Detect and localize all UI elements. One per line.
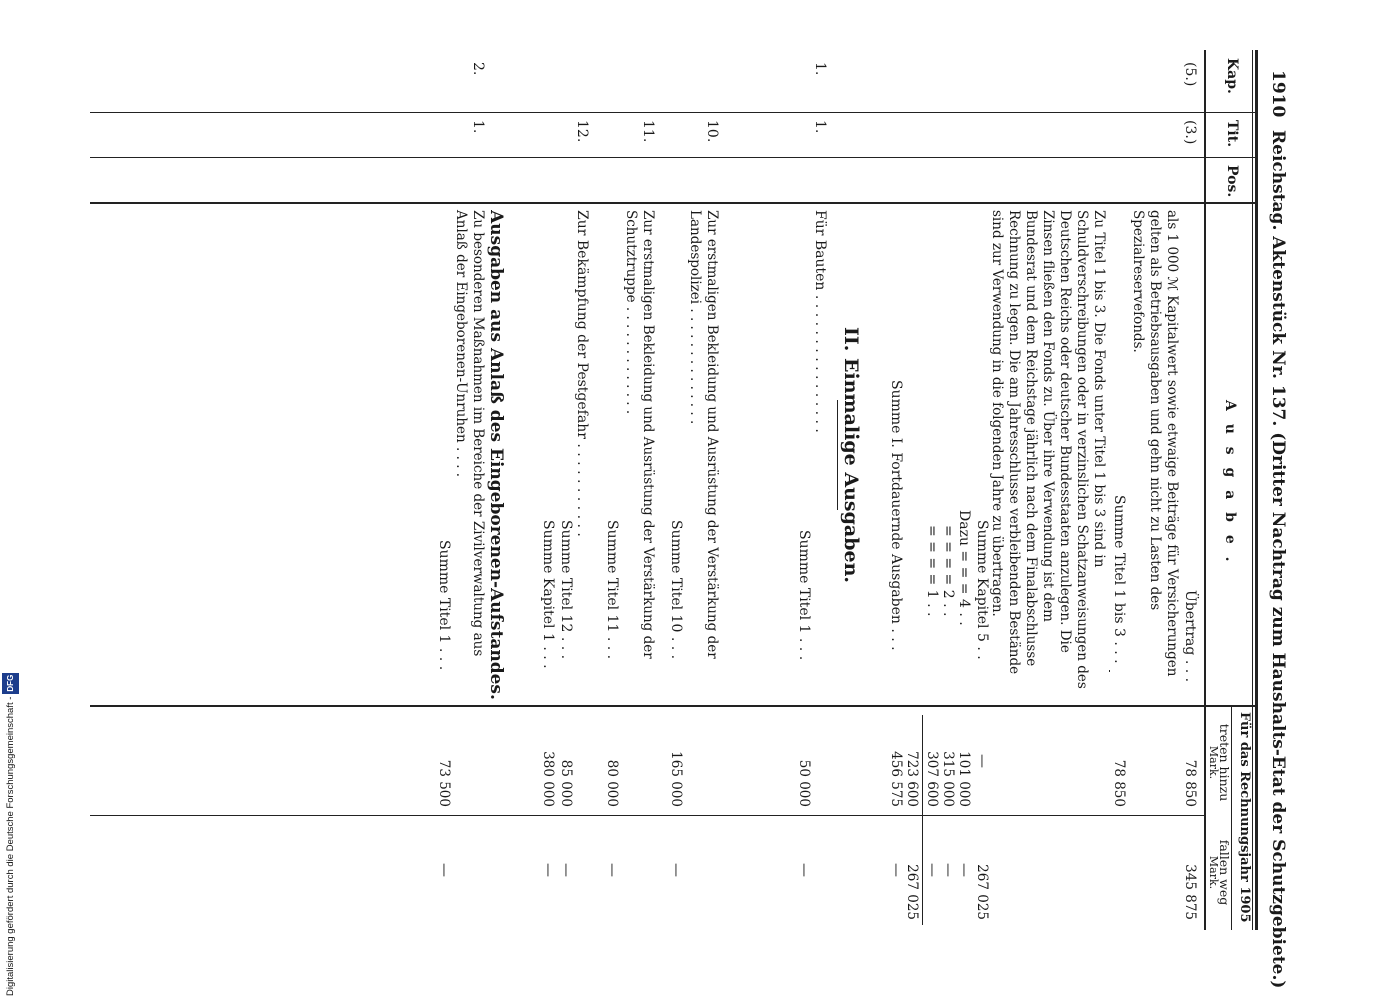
row15-label: Zur Bekämpfung der Pestgefahr . . . . . . . . . . .: [574, 210, 590, 537]
row12-add: 165 000: [668, 751, 684, 807]
row17-add: 380 000: [540, 751, 556, 807]
row8-add: 456 575: [888, 751, 904, 807]
dfg-logo: DFG: [2, 673, 19, 694]
row5-label: = = = = 2 . .: [940, 525, 956, 617]
row9-label: Für Bauten . . . . . . . . . . . . . . . .: [812, 210, 828, 433]
row1-tit: (3.): [1182, 120, 1198, 145]
row10-label: Summe Titel 1 . . .: [796, 530, 812, 661]
row2-add: 78 850: [1111, 759, 1127, 807]
rule-top: [1255, 50, 1258, 930]
row3-add: —: [974, 754, 990, 768]
header-kap: Kap.: [1224, 58, 1240, 94]
header-ausgabe: A u s g a b e .: [1222, 400, 1238, 566]
row1-drop: 345 875: [1182, 864, 1198, 920]
rotated-document: [90, 50, 1290, 989]
row4-label: Dazu = = = 4 . .: [956, 510, 972, 626]
row16-drop: —: [558, 863, 574, 877]
row8-label: Summe I. Fortdauernde Ausgaben . . .: [888, 380, 904, 651]
row1-label: Übertrag . . .: [1182, 590, 1198, 683]
section-underline: [837, 400, 838, 510]
row12-drop: —: [668, 863, 684, 877]
rule-top-thin: [1252, 50, 1253, 930]
col-line-pos: [90, 202, 1255, 204]
col-line-add: [90, 815, 1205, 816]
row18-tit: 1.: [470, 120, 486, 134]
col-line-tit: [90, 157, 1255, 158]
row14-drop: —: [604, 863, 620, 877]
row19-add: 73 500: [436, 759, 452, 807]
rule-header-bottom: [1204, 50, 1206, 930]
header-add: treten hinzu: [1217, 723, 1232, 802]
row5-add: 315 000: [940, 751, 956, 807]
row13-label: Zur erstmaligen Bekleidung und Ausrüstung der Verstärkung der Schutztruppe . . . . . . . . . . . . .: [623, 210, 656, 659]
row14-add: 80 000: [604, 759, 620, 807]
row16-label: Summe Titel 12 . . .: [558, 520, 574, 660]
row17-label: Summe Kapitel 1 . . .: [540, 520, 556, 669]
row18-label: Zu besonderen Maßnahmen im Bereiche der Zivilverwaltung aus Anlaß der Eingeborenen-Unruhen . . . .: [453, 210, 486, 657]
row16-add: 85 000: [558, 759, 574, 807]
row6-label: = = = = 1 . .: [924, 525, 940, 617]
row17-drop: —: [540, 863, 556, 877]
dfg-note-text: Digitalisierung gefördert durch die Deutsche Forschungsgemeinschaft -: [5, 696, 16, 996]
col-line-text: [90, 705, 1255, 707]
paragraph-funds: Zu Titel 1 bis 3. Die Fonds unter Titel 1 bis 3 sind in Schuldverschreibungen oder in verzinslichen Schatzanweisungen des Deutschen Reichs oder deutscher Bundesstaaten anzulegen. Die Zinsen fließen den Fonds zu. Über ihre Verwendung ist dem Bundesrat und dem Reichstage jährlich nach dem Finalabschlusse Rechnung zu legen. Die am Jahresschlusse verbleibenden Bestände sind zur Verwendung in die folgenden Jahre zu übertragen.: [989, 210, 1107, 689]
row5-drop: —: [940, 863, 956, 877]
header-drop: fallen weg: [1217, 839, 1232, 906]
row19-label: Summe Titel 1 . . .: [436, 540, 452, 671]
section-aufstand: Ausgaben aus Anlaß des Eingeborenen-Aufstandes.: [486, 210, 506, 700]
row19-drop: —: [436, 863, 452, 877]
row7-drop: 267 025: [904, 864, 920, 920]
row11-tit: 10.: [704, 120, 720, 143]
section-einmalige-ausgaben: II. Einmalige Ausgaben.: [840, 326, 862, 583]
rule-sum-kap5: [922, 715, 923, 925]
row4-drop: —: [956, 863, 972, 877]
row9-tit: 1.: [812, 120, 828, 134]
row10-drop: —: [796, 863, 812, 877]
header-tit: Tit.: [1224, 120, 1240, 148]
year: 1910: [1268, 70, 1288, 118]
header-pos: Pos.: [1224, 165, 1240, 198]
document-header: [1262, 50, 1290, 989]
row1-add: 78 850: [1182, 759, 1198, 807]
row6-add: 307 600: [924, 751, 940, 807]
row8-drop: —: [888, 863, 904, 877]
row2-label: Summe Titel 1 bis 3 . . .: [1111, 495, 1127, 664]
row1-kap: (5.): [1182, 62, 1198, 87]
paragraph-capital: als 1 000 ℳ Kapitalwert sowie etwaige Beiträge für Versicherungen gelten als Betriebsausgaben und gehn nicht zu Lasten des Spezialreservefonds.: [1130, 210, 1180, 677]
row9-kap: 1.: [812, 62, 828, 76]
header-drop-unit: Mark.: [1207, 855, 1220, 890]
spacer: [1109, 670, 1110, 672]
row13-tit: 11.: [640, 120, 656, 143]
row4-add: 101 000: [956, 751, 972, 807]
digitization-note: [0, 0, 22, 1000]
row14-label: Summe Titel 11 . . .: [604, 520, 620, 660]
row7-add: 723 600: [904, 751, 920, 807]
row3-drop: 267 025: [974, 864, 990, 920]
row11-label: Zur erstmaligen Bekleidung und Ausrüstung der Verstärkung der Landespolizei . . . . . . . . . . . . . .: [687, 210, 720, 659]
header-fiscal-year: Für das Rechnungsjahr 1905: [1237, 712, 1252, 923]
row6-drop: —: [924, 863, 940, 877]
row10-add: 50 000: [796, 759, 812, 807]
row12-label: Summe Titel 10 . . .: [668, 520, 684, 660]
document-title: Reichstag. Aktenstück Nr. 137. (Dritter Nachtrag zum Haushalts-Etat der Schutzgebiete.): [1268, 130, 1288, 989]
row15-tit: 12.: [574, 120, 590, 143]
header-add-unit: Mark.: [1207, 745, 1220, 780]
row3-label: Summe Kapitel 5 . .: [974, 520, 990, 660]
row18-kap: 2.: [470, 62, 486, 76]
col-line-kap: [90, 112, 1255, 113]
